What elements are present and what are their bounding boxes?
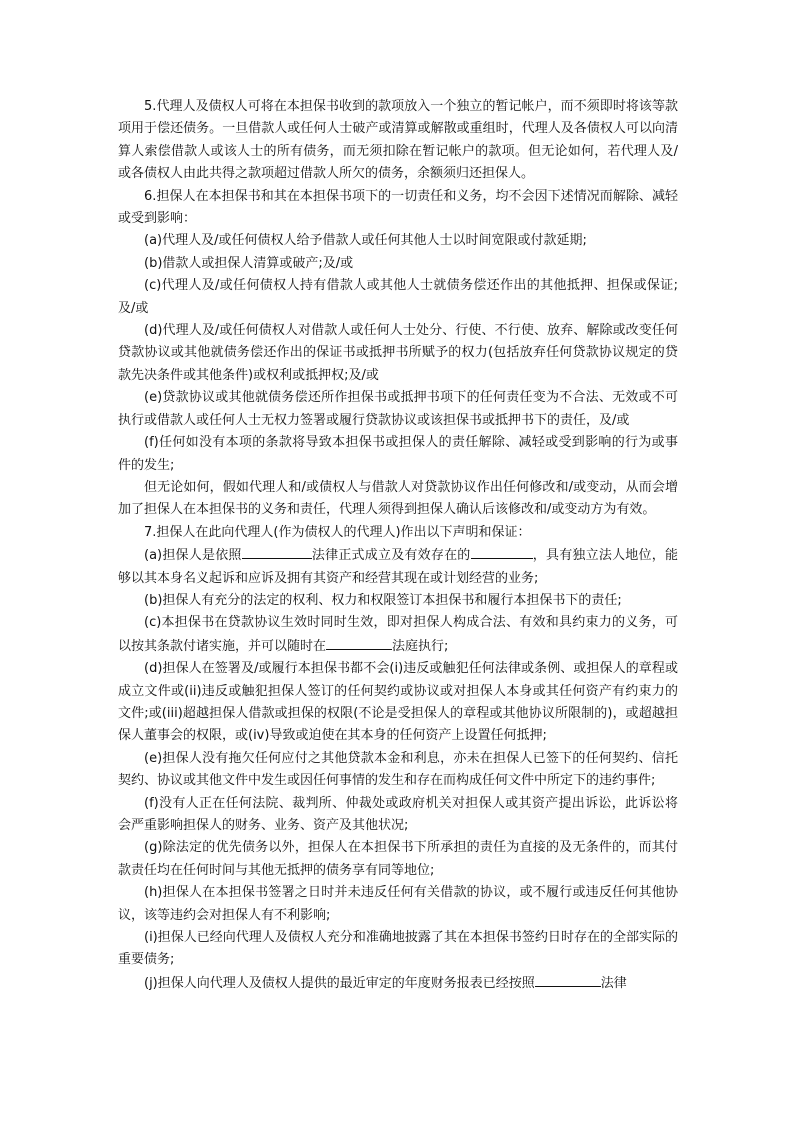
document-page xyxy=(118,96,678,995)
clause-7-i: (i)担保人已经向代理人及债权人充分和准确地披露了其在本担保书签约日时存在的全部实际的重要债务; xyxy=(118,930,678,968)
clause-7: 7.担保人在此向代理人(作为债权人的代理人)作出以下声明和保证： xyxy=(144,524,531,540)
blank-field-accounting-law xyxy=(535,972,601,987)
clause-6: 6.担保人在本担保书和其在本担保书项下的一切责任和义务，均不会因下述情况而解除、减轻或受到影响： xyxy=(118,188,678,227)
clause-7-j xyxy=(118,972,678,995)
clause-5: 5.代理人及债权人可将在本担保书收到的款项放入一个独立的暂记帐户，而不须即时将该等款项用于偿还债务。一旦借款人或任何人士破产或清算或解散或重组时，代理人及各债权人可以向清算人索偿借款人或该人士的所有债务，而无须扣除在暂记帐户的款项。但无论如何，若代理人及/或各债权人由此共得之款项超过借款人所欠的债务，余额须归还担保人。 xyxy=(118,99,678,182)
clause-7-d: (d)担保人在签署及/或履行本担保书都不会(i)违反或触犯任何法律或条例、或担保人的章程或成立文件或(ii)违反或触犯担保人签订的任何契约或协议或对担保人本身或其任何资产有约束力的文件;或(iii)超越担保人借款或担保的权限(不论是受担保人的章程或其他协议所限制的)，或超越担保人董事会的权限，或(iv)导致或迫使在其本身的任何资产上设置任何抵押; xyxy=(118,661,678,744)
clause-7-c xyxy=(118,612,678,658)
clause-7-a xyxy=(118,544,678,590)
blank-field-entity-type xyxy=(471,544,533,559)
clause-7-j-part2: 法律 xyxy=(600,975,627,991)
clause-6-c: (c)代理人及/或任何债权人持有借款人或其他人士就债务偿还作出的其他抵押、担保或保证;及/或 xyxy=(118,278,678,316)
clause-7-c-part1: (c)本担保书在贷款协议生效时同时生效，即对担保人构成合法、有效和具约束力的义务，可以按其条款付诸实施，并可以随时在 xyxy=(118,615,678,654)
clause-7-b: (b)担保人有充分的法定的权利、权力和权限签订本担保书和履行本担保书下的责任; xyxy=(144,592,622,608)
clause-7-a-part2: 法律正式成立及有效存在的 xyxy=(311,548,471,564)
clause-7-a-part1: (a)担保人是依照 xyxy=(144,548,242,564)
clause-7-h: (h)担保人在本担保书签署之日时并未违反任何有关借款的协议，或不履行或违反任何其他协议，该等违约会对担保人有不利影响; xyxy=(118,885,678,923)
clause-6-b: (b)借款人或担保人清算或破产;及/或 xyxy=(144,255,354,271)
clause-7-j-part1: (j)担保人向代理人及债权人提供的最近审定的年度财务报表已经按照 xyxy=(144,975,535,991)
clause-7-c-part2: 法庭执行; xyxy=(392,638,449,654)
blank-field-jurisdiction xyxy=(242,544,312,559)
clause-6-d: (d)代理人及/或任何债权人对借款人或任何人士处分、行使、不行使、放弃、解除或改变任何贷款协议或其他就债务偿还作出的保证书或抵押书所赋予的权力(包括放弃任何贷款协议规定的贷款先决条件或其他条件)或权利或抵押权;及/或 xyxy=(118,323,678,383)
clause-7-g: (g)除法定的优先债务以外，担保人在本担保书下所承担的责任为直接的及无条件的，而其付款责任均在任何时间与其他无抵押的债务享有同等地位; xyxy=(118,840,678,878)
clause-7-a-part3: ，具有独立法人地位，能够以其本身名义起诉和应诉及拥有其资产和经营其现在或计划经营的业务; xyxy=(118,548,678,586)
clause-7-f: (f)没有人正在任何法院、裁判所、仲裁处或政府机关对担保人或其资产提出诉讼，此诉讼将会严重影响担保人的财务、业务、资产及其他状况; xyxy=(118,795,678,833)
blank-field-court xyxy=(326,635,392,650)
clause-6-e: (e)贷款协议或其他就债务偿还所作担保书或抵押书项下的任何责任变为不合法、无效或不可执行或借款人或任何人士无权力签署或履行贷款协议或该担保书或抵押书下的责任，及/或 xyxy=(118,390,678,428)
clause-6-proviso: 但无论如何，假如代理人和/或债权人与借款人对贷款协议作出任何修改和/或变动，从而会增加了担保人在本担保书的义务和责任，代理人须得到担保人确认后该修改和/或变动方为有效。 xyxy=(118,479,678,518)
clause-6-f: (f)任何如没有本项的条款将导致本担保书或担保人的责任解除、减轻或受到影响的行为或事件的发生; xyxy=(118,435,678,473)
clause-6-a: (a)代理人及/或任何债权人给予借款人或任何其他人士以时间宽限或付款延期; xyxy=(144,233,587,249)
clause-7-e: (e)担保人没有拖欠任何应付之其他贷款本金和利息，亦未在担保人已签下的任何契约、信托契约、协议或其他文件中发生或因任何事情的发生和存在而构成任何文件中所定下的违约事件; xyxy=(118,750,678,789)
